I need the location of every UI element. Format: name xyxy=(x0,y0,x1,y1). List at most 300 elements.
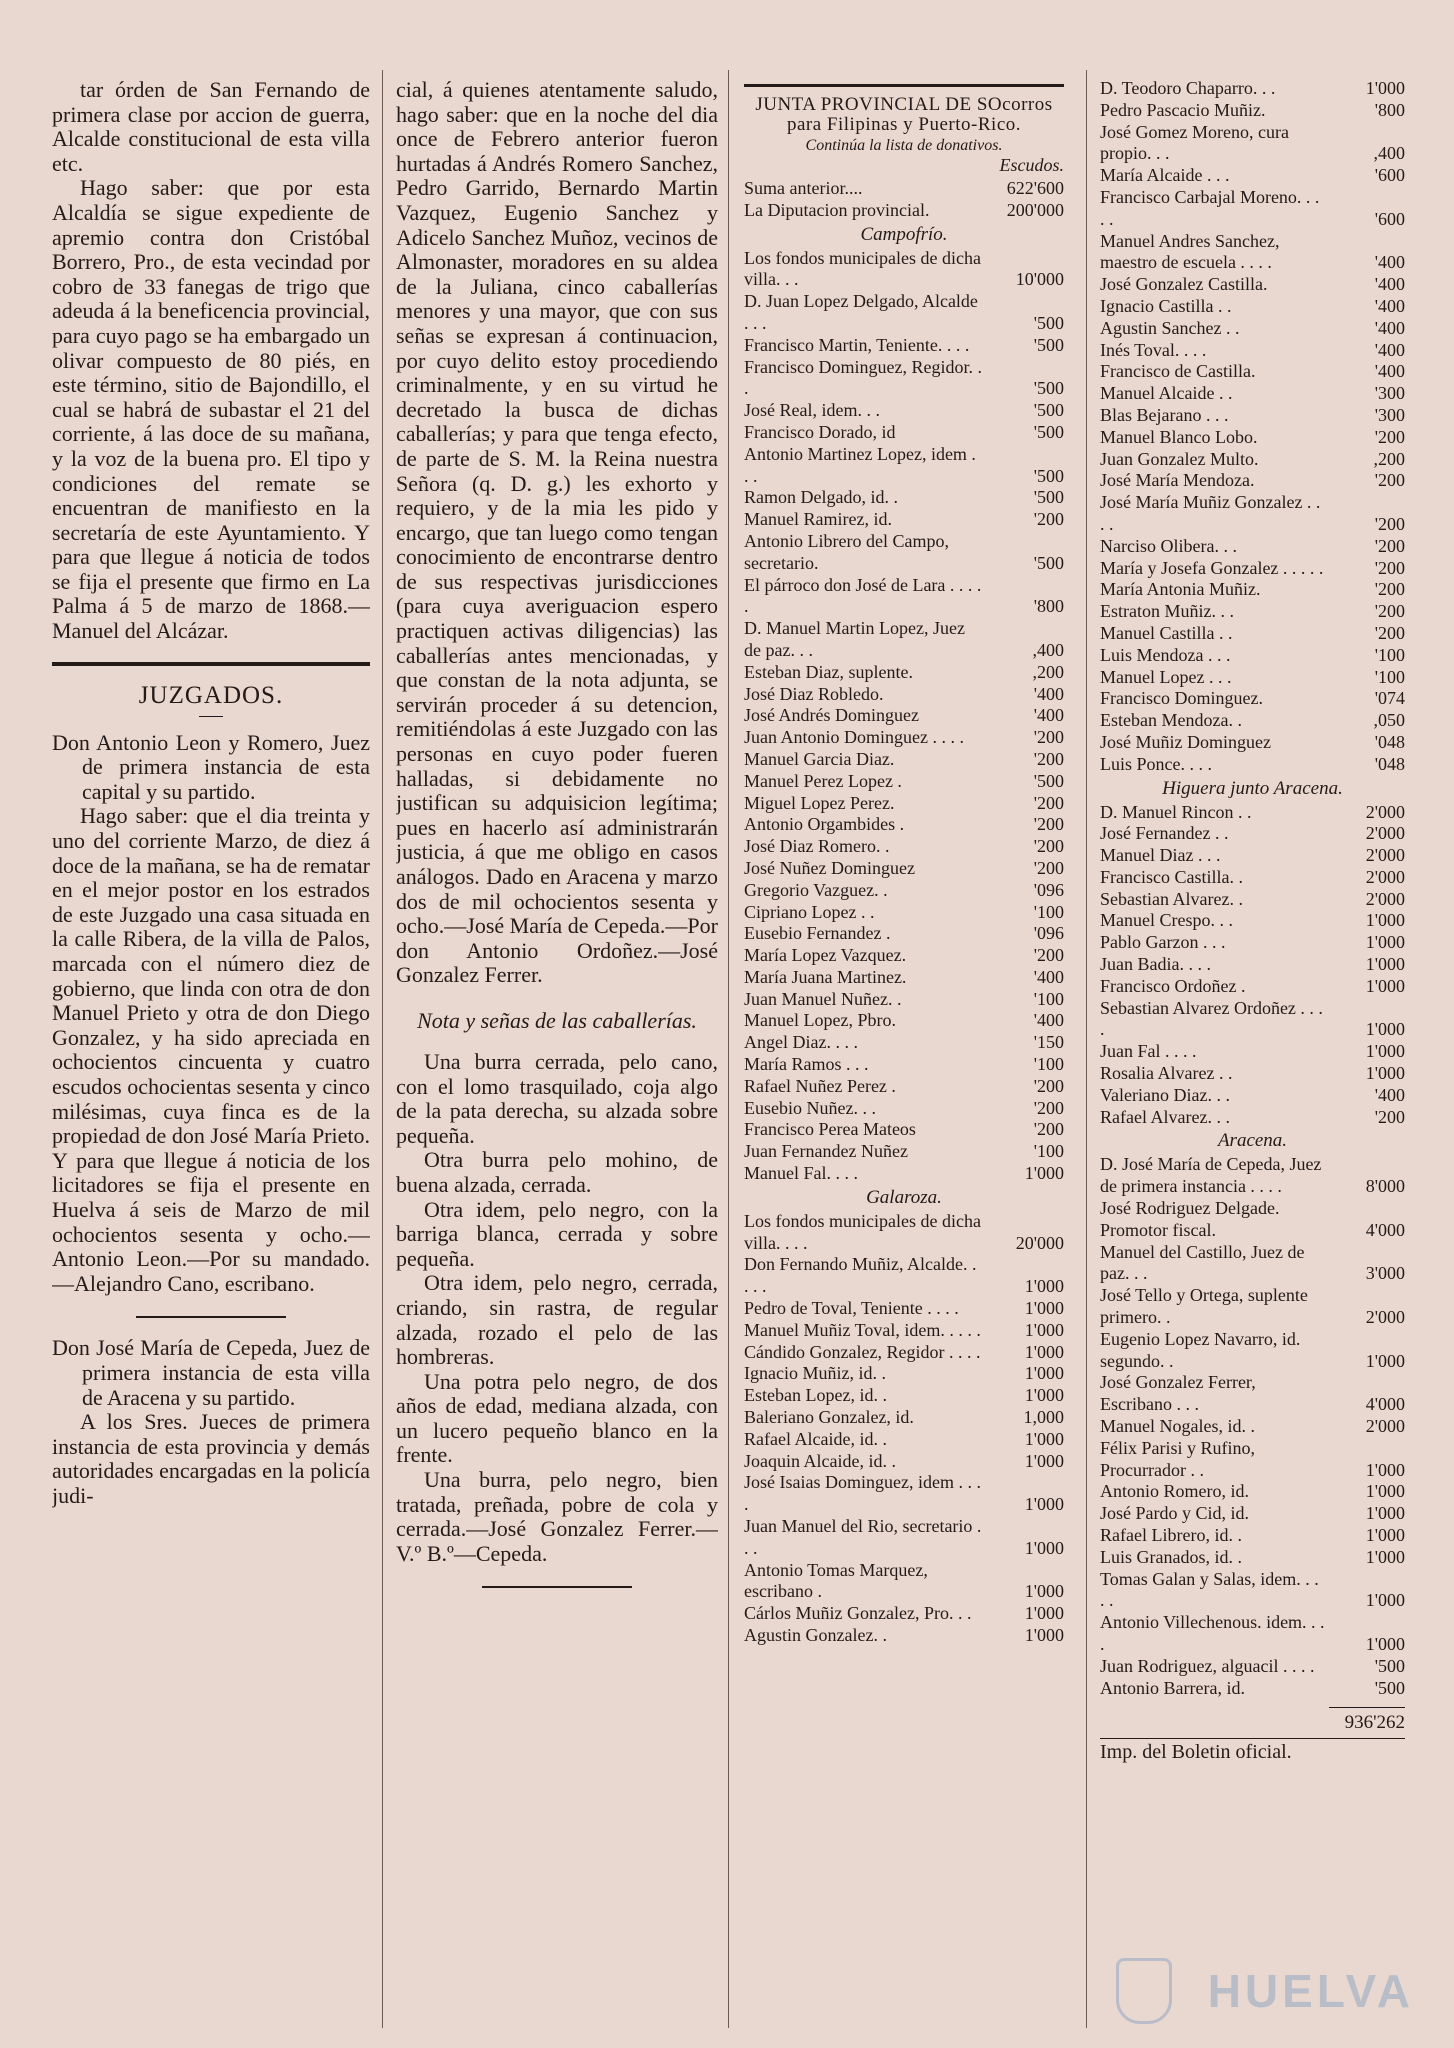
donation-amount: '400 xyxy=(1374,252,1405,273)
donor-name: Agustin Gonzalez. . xyxy=(744,1625,887,1645)
donation-row xyxy=(1100,427,1405,449)
donation-amount: '200 xyxy=(1374,622,1405,643)
donation-row xyxy=(1100,340,1405,362)
donation-amount: 1'000 xyxy=(1024,1163,1064,1184)
donor-name: Rafael Alcaide, id. . xyxy=(744,1428,887,1449)
donation-amount: '200 xyxy=(1033,814,1064,835)
donation-row xyxy=(1100,100,1405,122)
donation-amount: 1'000 xyxy=(1365,1633,1405,1654)
donation-amount: ,400 xyxy=(1373,143,1405,164)
donation-row xyxy=(1100,1372,1405,1416)
donation-row xyxy=(1100,667,1405,689)
donation-row xyxy=(1100,1678,1405,1700)
donation-amount: '200 xyxy=(1033,945,1064,966)
donation-amount: 1'000 xyxy=(1365,1481,1405,1502)
donation-amount: '100 xyxy=(1374,644,1405,665)
donation-row xyxy=(744,1163,1064,1185)
donor-name: Francisco Martin, Teniente. . . . xyxy=(744,334,970,355)
donor-name: Rafael Librero, id. . xyxy=(1100,1525,1242,1545)
place-heading: Galaroza. xyxy=(866,1186,942,1208)
donor-name: Blas Bejarano . . . xyxy=(1100,404,1229,425)
donation-amount: '500 xyxy=(1033,487,1064,508)
donation-row xyxy=(1100,845,1405,867)
donation-amount: 1'000 xyxy=(1024,1363,1064,1384)
donation-row xyxy=(744,1032,1064,1054)
donation-row xyxy=(1100,1154,1405,1198)
donor-name: Luis Ponce. . . . xyxy=(1100,753,1212,774)
donor-name: Tomas Galan y Salas, idem. . . . . xyxy=(1100,1568,1319,1611)
donation-amount: '200 xyxy=(1033,509,1064,530)
donor-name: José Tello y Ortega, suplente primero. . xyxy=(1100,1285,1308,1328)
leon-body: Hago saber: que el dia treinta y uno del corriente Marzo, de diez á doce de la mañana, se ha de rematar en el mejor postor en los estrados de este Juzgado una casa situada en la calle Ribera, de la villa de Palos, marcada con el número diez de gobierno, que linda con otra de don Manuel Prieto y otra de don Diego Gonzalez, y ha sido apreciada en ochocientos cincuenta y cuatro escudos ochocientas sesenta y cinco milésimas, cuya finca es de la propiedad de don José María Prieto. Y para que llegue á noticia de los licitadores se fija el presente en Huelva á seis de Marzo de mil ochocientos sesenta y ocho.—Antonio Leon.—Por su mandado.—Alejandro Cano, escribano. xyxy=(52,803,370,1296)
donation-row xyxy=(1100,558,1405,580)
junta-title: JUNTA PROVINCIAL DE SOcorros para Filipinas y Puerto-Rico. xyxy=(755,94,1053,135)
donor-name: José Rodriguez Delgade. Promotor fiscal. xyxy=(1100,1198,1280,1240)
donor-name: Baleriano Gonzalez, id. xyxy=(744,1407,914,1428)
donor-name: Francisco Dorado, id xyxy=(744,421,896,442)
donation-amount: ,050 xyxy=(1373,710,1405,731)
donation-amount: '800 xyxy=(1033,596,1064,617)
donor-name: Rafael Nuñez Perez . xyxy=(744,1075,896,1096)
donation-amount: 1'000 xyxy=(1365,910,1405,931)
donor-name: Antonio Romero, id. xyxy=(1100,1481,1249,1502)
donation-amount: '200 xyxy=(1033,748,1064,769)
place-heading: Aracena. xyxy=(1217,1130,1288,1152)
donor-name: María y Josefa Gonzalez . . . . . xyxy=(1100,557,1324,578)
donor-name: Gregorio Vazguez. . xyxy=(744,879,888,900)
donation-row xyxy=(1100,231,1405,275)
donation-row xyxy=(1100,645,1405,667)
donation-row xyxy=(744,1298,1064,1320)
donation-amount: 1'000 xyxy=(1024,1276,1064,1297)
donation-amount: '048 xyxy=(1374,753,1405,774)
donor-name: Joaquin Alcaide, id. . xyxy=(744,1450,896,1471)
donor-name: Manuel Lopez . . . xyxy=(1100,666,1232,687)
donation-amount: '300 xyxy=(1374,383,1405,404)
donation-amount: 4'000 xyxy=(1365,1219,1405,1240)
donor-name: Luis Granados, id. . xyxy=(1100,1546,1242,1567)
donation-row xyxy=(1100,932,1405,954)
donation-row xyxy=(1100,470,1405,492)
donor-name: José Pardo y Cid, id. xyxy=(1100,1503,1250,1524)
donor-name: Félix Parisi y Rufino, Procurrador . . xyxy=(1100,1437,1256,1480)
donation-amount: 622'600 xyxy=(1006,178,1064,198)
donation-row xyxy=(1100,1041,1405,1063)
donor-name: Eugenio Lopez Navarro, id. segundo. . xyxy=(1100,1328,1301,1371)
donor-name: María Ramos . . . xyxy=(744,1054,869,1075)
donation-row xyxy=(1100,536,1405,558)
donor-name: Antonio Librero del Campo, secretario. xyxy=(744,530,949,573)
donation-amount: 1'000 xyxy=(1024,1494,1064,1515)
donor-name: Francisco Dominguez. xyxy=(1100,688,1263,709)
donation-row xyxy=(1100,1656,1405,1678)
donor-name: Angel Diaz. . . . xyxy=(744,1032,858,1053)
donation-amount: '200 xyxy=(1033,1097,1064,1118)
donation-amount: 2'000 xyxy=(1365,1307,1405,1328)
column-divider xyxy=(728,70,729,2028)
donation-amount: 1'000 xyxy=(1024,1385,1064,1406)
unit-label: Escudos. xyxy=(999,155,1064,175)
donor-name: Ignacio Castilla . . xyxy=(1100,295,1232,316)
nota-item: Una potra pelo negro, de dos años de edad, mediana alzada, con un lucero pequeño blanco en la frente. xyxy=(396,1368,718,1468)
donation-list xyxy=(744,248,1064,1185)
donation-amount: '400 xyxy=(1374,361,1405,382)
donor-name: José Gonzalez Ferrer, Escribano . . . xyxy=(1100,1372,1256,1415)
donor-name: Miguel Lopez Perez. xyxy=(744,792,895,813)
donation-row xyxy=(744,200,1064,222)
donation-amount: '200 xyxy=(1033,727,1064,748)
donation-amount: '200 xyxy=(1033,1075,1064,1096)
donation-row xyxy=(744,902,1064,924)
donation-amount: 2'000 xyxy=(1365,1416,1405,1437)
donor-name: Esteban Diaz, suplente. xyxy=(744,661,913,682)
donation-row xyxy=(744,1054,1064,1076)
donation-row xyxy=(744,178,1064,200)
donor-name: María Antonia Muñiz. xyxy=(1100,579,1261,600)
donation-row xyxy=(744,1076,1064,1098)
donor-name: Manuel Fal. . . . xyxy=(744,1163,858,1184)
donation-amount: '100 xyxy=(1033,1054,1064,1075)
donor-name: Francisco Perea Mateos xyxy=(744,1119,916,1140)
donation-amount: 1,000 xyxy=(1023,1407,1064,1428)
donor-name: Inés Toval. . . . xyxy=(1100,339,1207,360)
donor-name: Antonio Barrera, id. xyxy=(1100,1677,1245,1698)
donation-amount: ,400 xyxy=(1032,639,1064,660)
donor-name: Antonio Tomas Marquez, escribano . xyxy=(744,1559,928,1602)
donor-name: Don Fernando Muñiz, Alcalde. . . . . xyxy=(744,1254,977,1297)
donation-row xyxy=(1100,889,1405,911)
donor-name: Francisco Ordoñez . xyxy=(1100,975,1246,996)
donation-amount: 1'000 xyxy=(1365,1459,1405,1480)
donor-name: Juan Badia. . . . xyxy=(1100,954,1211,975)
donation-amount: '200 xyxy=(1374,557,1405,578)
donor-name: José Real, idem. . . xyxy=(744,400,880,421)
donor-name: Agustin Sanchez . . xyxy=(1100,317,1240,338)
donation-amount: '100 xyxy=(1033,988,1064,1009)
donation-amount: 1'000 xyxy=(1365,1590,1405,1611)
donation-amount: 1'000 xyxy=(1024,1450,1064,1471)
donation-row xyxy=(744,727,1064,749)
donation-row xyxy=(744,749,1064,771)
donor-name: José Andrés Dominguez xyxy=(744,705,919,726)
donation-row xyxy=(744,531,1064,575)
donor-name: Pablo Garzon . . . xyxy=(1100,932,1226,953)
donation-amount: 1'000 xyxy=(1365,975,1405,996)
donation-row xyxy=(1100,383,1405,405)
donation-amount: '200 xyxy=(1374,535,1405,556)
place-heading: Campofrío. xyxy=(860,223,948,245)
donor-name: Ramon Delgado, id. . xyxy=(744,487,898,508)
cepeda-heading: Don José María de Cepeda, Juez de primera instancia de esta villa de Aracena y su partido. xyxy=(52,1335,370,1410)
donor-name: José Diaz Robledo. xyxy=(744,683,884,704)
donor-name: Valeriano Diaz. . . xyxy=(1100,1084,1230,1105)
donor-name: Manuel Diaz . . . xyxy=(1100,845,1221,866)
donation-row xyxy=(744,684,1064,706)
donor-name: Juan Manuel del Rio, secretario . . . xyxy=(744,1516,982,1558)
donation-row xyxy=(1100,732,1405,754)
donor-name: Manuel Ramirez, id. xyxy=(744,509,892,530)
total-rule xyxy=(1329,1707,1405,1708)
donor-name: Cándido Gonzalez, Regidor . . . . xyxy=(744,1341,981,1362)
donation-amount: 2'000 xyxy=(1365,888,1405,909)
donation-row xyxy=(744,1098,1064,1120)
donation-row xyxy=(1100,318,1405,340)
donation-amount: 2'000 xyxy=(1365,823,1405,844)
donor-name: Manuel Andres Sanchez, maestro de escuela . . . . xyxy=(1100,230,1280,273)
donor-name: José Gonzalez Castilla. xyxy=(1100,274,1268,295)
title-rule xyxy=(199,716,223,717)
donation-row xyxy=(1100,122,1405,166)
donation-row xyxy=(1100,1085,1405,1107)
donation-amount: '400 xyxy=(1374,295,1405,316)
donor-name: Antonio Orgambides . xyxy=(744,814,905,835)
donation-row xyxy=(1100,449,1405,471)
nota-item: Otra idem, pelo negro, con la barriga blanca, cerrada y sobre pequeña. xyxy=(396,1196,718,1271)
donation-row xyxy=(744,923,1064,945)
donor-name: José Fernandez . . xyxy=(1100,823,1229,844)
donor-name: Juan Fernandez Nuñez xyxy=(744,1141,908,1162)
imprint-line: Imp. del Boletin oficial. xyxy=(1100,1738,1405,1764)
donor-name: Manuel Perez Lopez . xyxy=(744,770,902,791)
donation-amount: 1'000 xyxy=(1024,1428,1064,1449)
donation-row xyxy=(1100,1329,1405,1373)
donor-name: Suma anterior.... xyxy=(744,178,863,198)
donor-name: Esteban Lopez, id. . xyxy=(744,1385,887,1406)
donation-amount: '500 xyxy=(1033,400,1064,421)
donation-amount: '500 xyxy=(1033,552,1064,573)
donation-amount: '500 xyxy=(1374,1677,1405,1698)
donation-row xyxy=(1100,1285,1405,1329)
donation-amount: 1'000 xyxy=(1365,1350,1405,1371)
donation-amount: 1'000 xyxy=(1365,1503,1405,1524)
donation-amount: 20'000 xyxy=(1015,1232,1064,1253)
donor-name: Sebastian Alvarez Ordoñez . . . . xyxy=(1100,997,1323,1040)
donation-amount: 1'000 xyxy=(1365,1041,1405,1062)
donation-amount: 10'000 xyxy=(1015,269,1064,290)
nota-item: Otra burra pelo mohino, de buena alzada, cerrada. xyxy=(396,1147,718,1197)
donation-row xyxy=(1100,754,1405,776)
donation-amount: 2'000 xyxy=(1365,866,1405,887)
donor-name: Esteban Mendoza. . xyxy=(1100,710,1242,731)
donor-name: Rafael Alvarez. . . xyxy=(1100,1106,1230,1127)
donor-name: D. Manuel Martin Lopez, Juez de paz. . . xyxy=(744,618,965,660)
donation-row xyxy=(744,248,1064,292)
donation-amount: '200 xyxy=(1033,836,1064,857)
donor-name: Juan Manuel Nuñez. . xyxy=(744,988,902,1009)
separator-rule xyxy=(136,1316,286,1318)
donor-name: Los fondos municipales de dicha villa. . . . xyxy=(744,1210,981,1253)
donor-name: Francisco de Castilla. xyxy=(1100,361,1256,382)
donation-row xyxy=(744,1516,1064,1560)
donation-row xyxy=(744,858,1064,880)
donation-row xyxy=(1100,1438,1405,1482)
donation-row xyxy=(1100,954,1405,976)
donation-amount: 1'000 xyxy=(1024,1581,1064,1602)
donor-name: Manuel del Castillo, Juez de paz. . . xyxy=(1100,1241,1305,1284)
donation-row xyxy=(1100,601,1405,623)
donation-list xyxy=(1100,1154,1405,1699)
donation-row xyxy=(744,1010,1064,1032)
donation-row xyxy=(1100,1481,1405,1503)
donation-amount: '500 xyxy=(1033,770,1064,791)
column-1 xyxy=(52,78,370,1508)
donation-amount: 2'000 xyxy=(1365,845,1405,866)
donation-amount: 1'000 xyxy=(1365,954,1405,975)
donor-name: Manuel Castilla . . xyxy=(1100,622,1233,643)
donation-amount: '074 xyxy=(1374,688,1405,709)
total-sum: 936'262 xyxy=(1344,1712,1405,1734)
donation-amount: '500 xyxy=(1033,378,1064,399)
donor-name: Antonio Martinez Lopez, idem . . . xyxy=(744,443,976,486)
donor-name: Manuel Alcaide . . xyxy=(1100,383,1233,404)
donation-row xyxy=(744,793,1064,815)
donor-name: Pedro de Toval, Teniente . . . . xyxy=(744,1298,959,1319)
donation-amount: '400 xyxy=(1033,1010,1064,1031)
donation-amount: '200 xyxy=(1033,792,1064,813)
donation-amount: '100 xyxy=(1374,666,1405,687)
donation-row xyxy=(1100,1416,1405,1438)
donation-row xyxy=(744,487,1064,509)
donation-row xyxy=(744,1560,1064,1604)
donation-row xyxy=(1100,274,1405,296)
donor-name: Juan Gonzalez Multo. xyxy=(1100,448,1259,469)
donation-row xyxy=(744,662,1064,684)
edict-palma-body: Hago saber: que por esta Alcaldía se sigue expediente de apremio contra don Cristóbal Borrero, Pro., de esta vecindad por cobro de 33 fanegas de trigo que adeuda á la beneficencia provincial, para cuyo pago se ha embargado un olivar compuesto de 80 piés, en este término, sitio de Bajondillo, el cual se habrá de subastar el 21 del corriente, á las doce de su mañana, y la voz de la buena pro. El tipo y condiciones del remate se encuentran de manifiesto en la secretaría de este Ayuntamiento. Y para que llegue á noticia de todos se fija el presente que firmo en La Palma á 5 de marzo de 1868.—Manuel del Alcázar. xyxy=(52,175,370,644)
donation-row xyxy=(1100,1612,1405,1656)
donation-row xyxy=(1100,1525,1405,1547)
donor-name: Sebastian Alvarez. . xyxy=(1100,888,1243,909)
donation-row xyxy=(744,1407,1064,1429)
donation-row xyxy=(1100,1547,1405,1569)
donation-amount: 1'000 xyxy=(1365,1525,1405,1545)
donation-row xyxy=(744,1472,1064,1516)
donor-name: D. Teodoro Chaparro. . . xyxy=(1100,78,1276,98)
donation-row xyxy=(1100,492,1405,536)
column-3 xyxy=(744,78,1064,1647)
donor-name: José Gomez Moreno, cura propio. . . xyxy=(1100,121,1289,164)
donor-name: José Nuñez Dominguez xyxy=(744,857,915,878)
donor-name: José Isaias Dominguez, idem . . . . xyxy=(744,1472,981,1515)
donation-amount: ,200 xyxy=(1032,661,1064,682)
donation-row xyxy=(1100,361,1405,383)
donation-row xyxy=(1100,165,1405,187)
edict-palma-intro: tar órden de San Fernando de primera clase por accion de guerra, Alcalde constitucional de esta villa etc. xyxy=(52,78,370,176)
donation-amount: 1'000 xyxy=(1024,1319,1064,1340)
donor-name: Rosalia Alvarez . . xyxy=(1100,1063,1233,1084)
donation-row xyxy=(744,1254,1064,1298)
donation-amount: 1'000 xyxy=(1365,932,1405,953)
donation-row xyxy=(1100,1198,1405,1242)
archive-seal-icon xyxy=(1116,1958,1172,2024)
donor-name: La Diputacion provincial. xyxy=(744,199,930,220)
column-4 xyxy=(1100,78,1405,1764)
donation-amount: 8'000 xyxy=(1365,1176,1405,1197)
donation-list xyxy=(1100,78,1405,776)
donor-name: Francisco Dominguez, Regidor. . . xyxy=(744,356,982,399)
donation-amount: '200 xyxy=(1374,513,1405,534)
leon-heading: Don Antonio Leon y Romero, Juez de primera instancia de esta capital y su partido. xyxy=(52,729,370,804)
donation-row xyxy=(1100,1503,1405,1525)
donor-name: Ignacio Muñiz, id. . xyxy=(744,1363,886,1384)
donation-row xyxy=(744,1625,1064,1647)
donation-row xyxy=(744,1429,1064,1451)
donation-row xyxy=(1100,405,1405,427)
donor-name: Narciso Olibera. . . xyxy=(1100,535,1237,556)
donation-amount: 1'000 xyxy=(1365,78,1405,98)
donation-amount: '400 xyxy=(1374,274,1405,295)
donation-amount: '500 xyxy=(1033,421,1064,442)
donation-amount: '096 xyxy=(1033,923,1064,944)
donor-name: D. Manuel Rincon . . xyxy=(1100,801,1252,822)
donation-row xyxy=(744,1603,1064,1625)
donor-name: Antonio Villechenous. idem. . . . xyxy=(1100,1612,1325,1654)
donor-name: Manuel Lopez, Pbro. xyxy=(744,1010,896,1031)
section-rule xyxy=(52,662,370,666)
donation-amount: 1'000 xyxy=(1024,1603,1064,1624)
donation-amount: 1'000 xyxy=(1365,1546,1405,1567)
donor-name: El párroco don José de Lara . . . . . xyxy=(744,574,982,617)
donation-amount: '400 xyxy=(1374,339,1405,360)
donation-row xyxy=(744,1119,1064,1141)
place-heading: Higuera junto Aracena. xyxy=(1162,777,1343,799)
donor-name: Eusebio Fernandez . xyxy=(744,923,891,944)
donor-name: María Juana Martinez. xyxy=(744,966,907,987)
donation-amount: '500 xyxy=(1033,465,1064,486)
donation-amount: ,200 xyxy=(1373,448,1405,469)
donation-amount: '500 xyxy=(1374,1655,1405,1676)
donation-row xyxy=(744,1320,1064,1342)
donation-row xyxy=(1100,1569,1405,1613)
donation-amount: '048 xyxy=(1374,731,1405,752)
donor-name: Cárlos Muñiz Gonzalez, Pro. . . xyxy=(744,1603,972,1624)
donor-name: Manuel Nogales, id. . xyxy=(1100,1416,1255,1437)
donation-row xyxy=(1100,1242,1405,1286)
cepeda-body-start: A los Sres. Jueces de primera instancia de esta provincia y demás autoridades encargadas en la policía judi- xyxy=(52,1409,370,1508)
donation-row xyxy=(744,1363,1064,1385)
column-divider xyxy=(382,70,383,2028)
donor-name: José María Mendoza. xyxy=(1100,470,1255,491)
donation-row xyxy=(744,444,1064,488)
donation-row xyxy=(744,357,1064,401)
donation-row xyxy=(1100,688,1405,710)
donation-row xyxy=(1100,579,1405,601)
donation-row xyxy=(744,1385,1064,1407)
nota-item: Una burra, pelo negro, bien tratada, preñada, pobre de cola y cerrada.—José Gonzalez Ferrer.—V.º B.º—Cepeda. xyxy=(396,1467,718,1566)
donation-row xyxy=(744,705,1064,727)
nota-title: Nota y señas de las caballerías. xyxy=(417,1007,697,1033)
donation-row xyxy=(744,1141,1064,1163)
donation-row xyxy=(744,1211,1064,1255)
donation-amount: '200 xyxy=(1033,1119,1064,1140)
donation-row xyxy=(744,814,1064,836)
donation-amount: '200 xyxy=(1374,601,1405,622)
donor-name: María Alcaide . . . xyxy=(1100,165,1230,186)
donation-amount: '600 xyxy=(1374,165,1405,186)
donation-amount: '096 xyxy=(1033,879,1064,900)
donation-row xyxy=(1100,802,1405,824)
donation-amount: '300 xyxy=(1374,404,1405,425)
donor-name: D. José María de Cepeda, Juez de primera instancia . . . . xyxy=(1100,1154,1322,1197)
section-title: JUZGADOS. xyxy=(138,681,284,709)
donation-row xyxy=(744,400,1064,422)
donor-name: Luis Mendoza . . . xyxy=(1100,644,1231,665)
donation-row xyxy=(1100,823,1405,845)
donation-amount: 2'000 xyxy=(1365,801,1405,822)
donor-name: Estraton Muñiz. . . xyxy=(1100,601,1234,622)
donation-row xyxy=(744,967,1064,989)
donation-amount: '400 xyxy=(1033,966,1064,987)
donor-name: Francisco Castilla. . xyxy=(1100,866,1243,887)
